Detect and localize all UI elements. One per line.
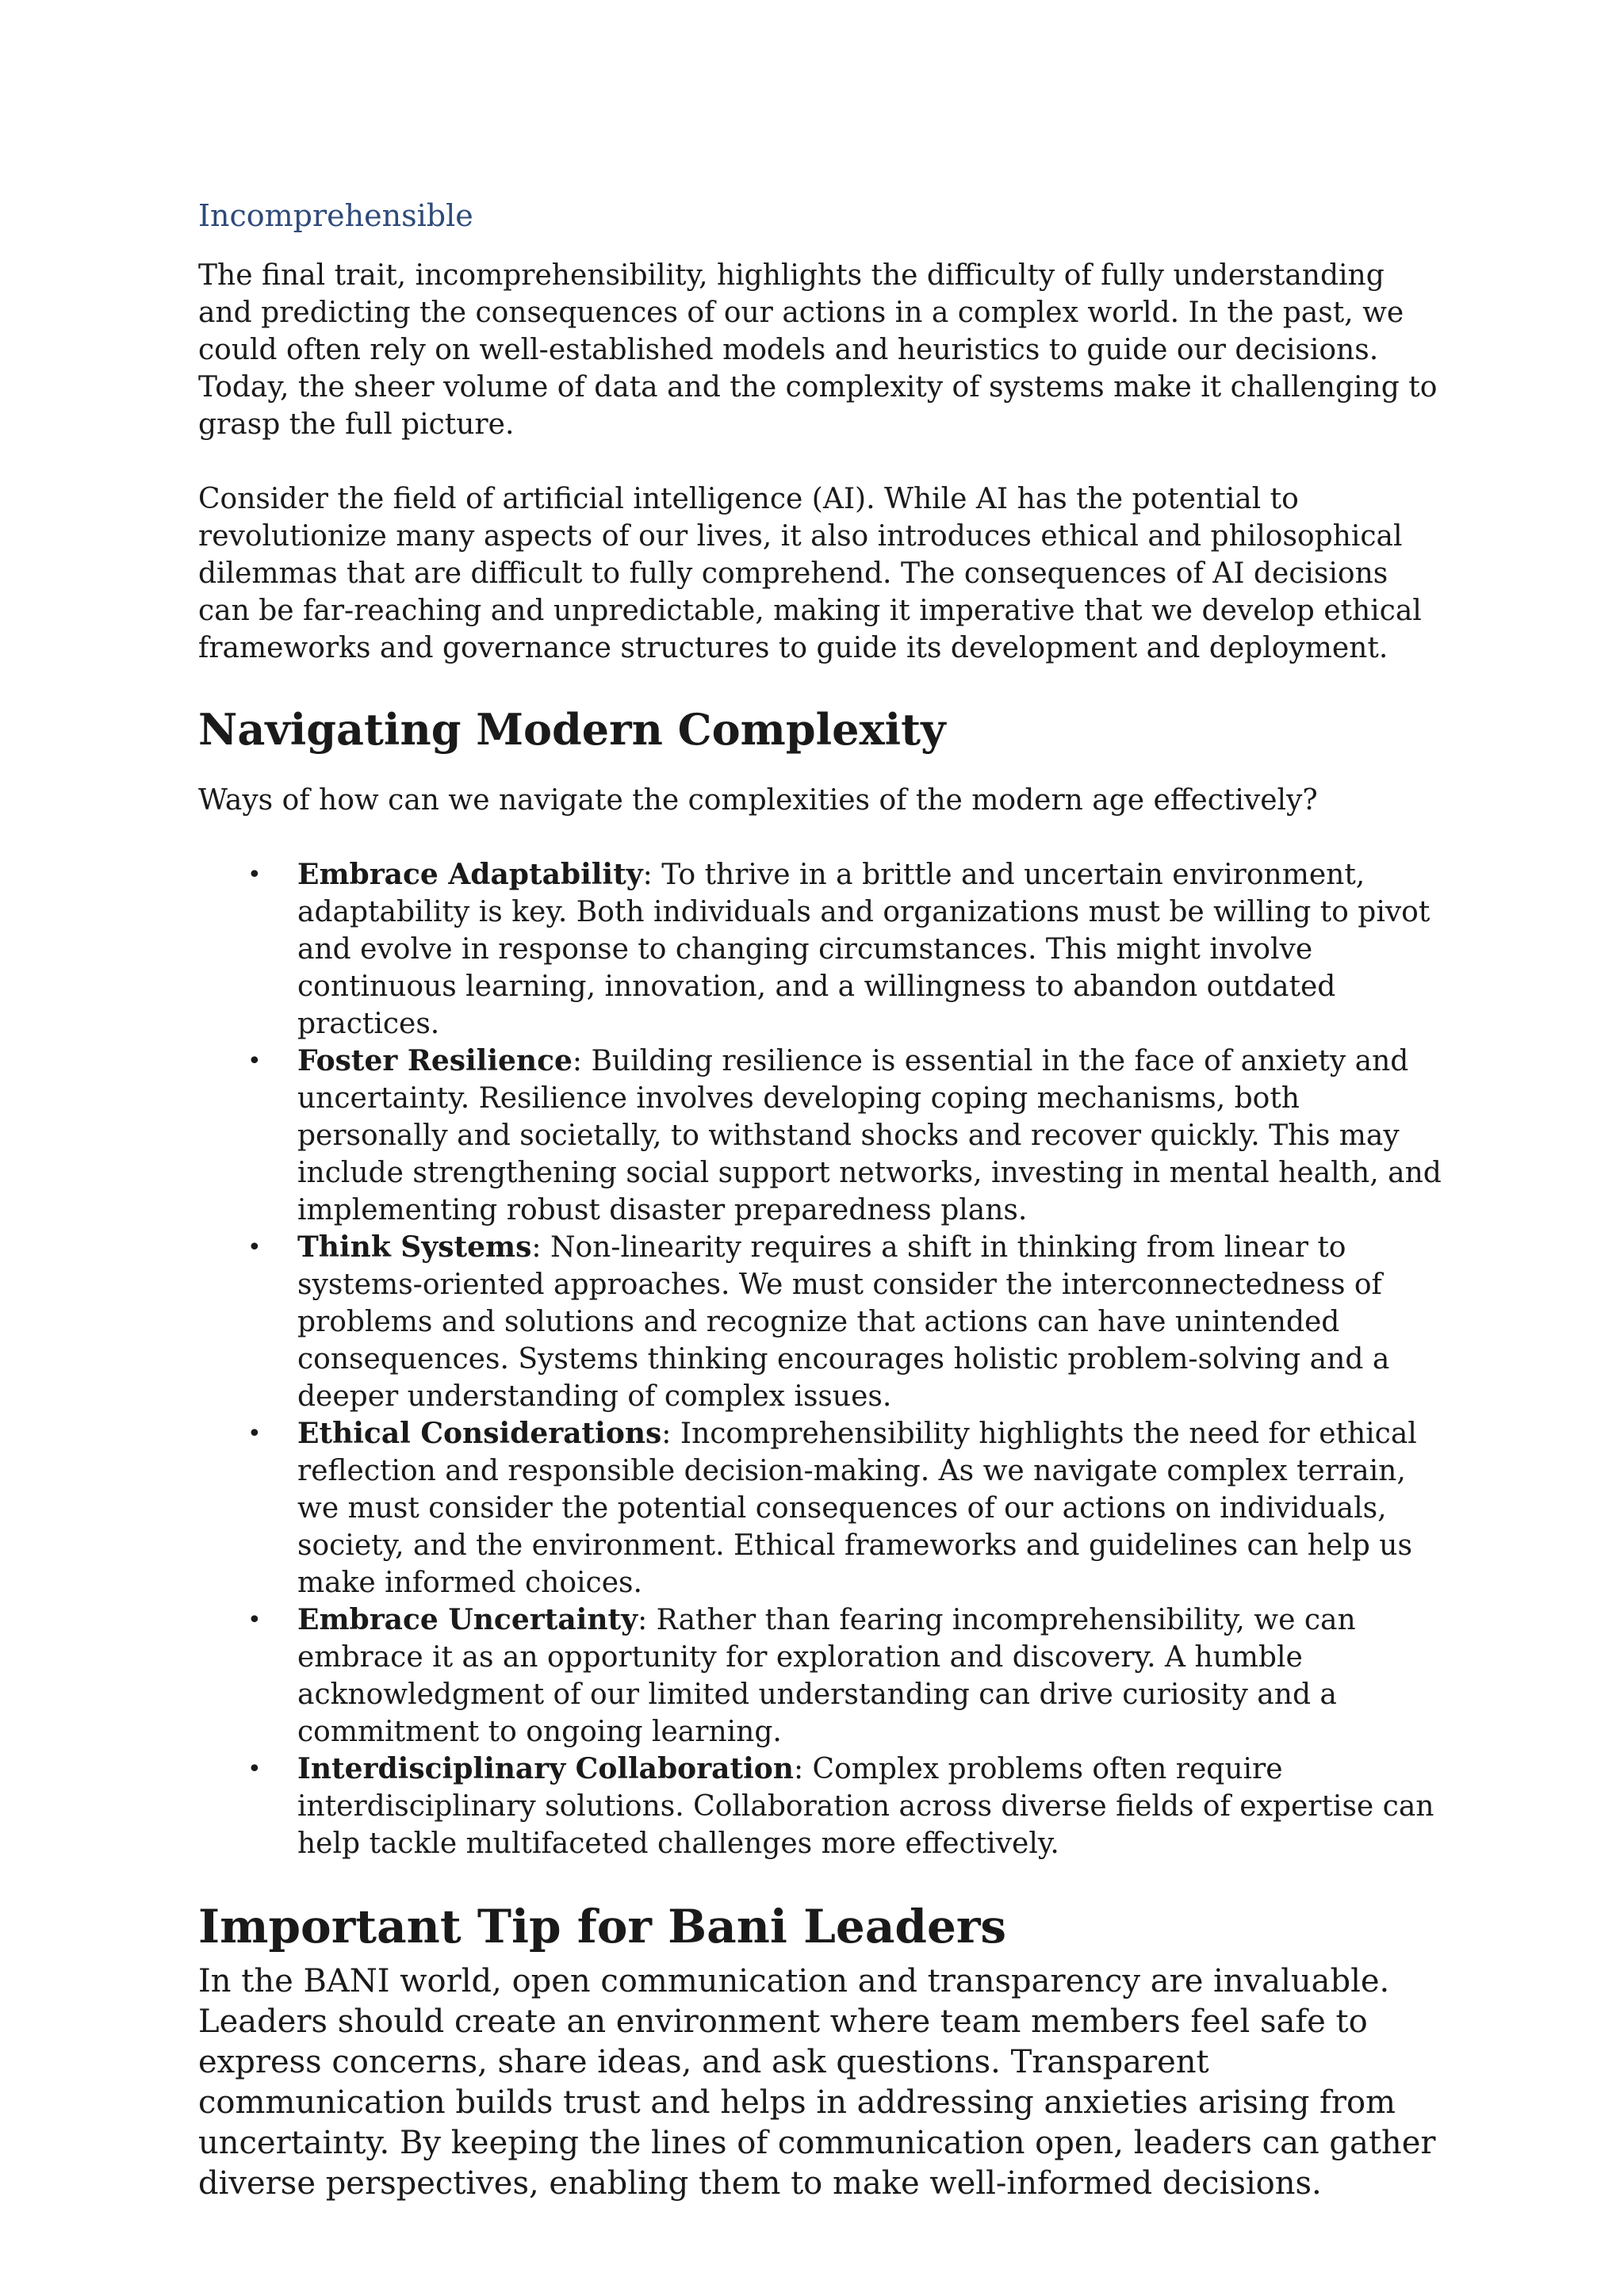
tip-title: Important Tip for Bani Leaders bbox=[198, 1900, 1007, 1954]
list-item bbox=[198, 1601, 1443, 1751]
paragraph-2: Consider the field of artificial intelligence (AI). While AI has the potential to revolutionize many aspects of our lives, it also introduces ethical and philosophical dilemmas that are difficult to fully comprehend. The consequences of AI decisions can be far-reaching and unpredictable, making it imperative that we develop ethical frameworks and governance structures to guide its development and deployment. bbox=[198, 482, 1422, 664]
list-item bbox=[198, 1043, 1443, 1229]
list-item-text: : Building resilience is essential in the face of anxiety and uncertainty. Resilience involves developing coping mechanisms, both personally and societally, to withstand shocks and recover quickly. This may include strengthening social support networks, investing in mental health, and implementing robust disaster preparedness plans. bbox=[297, 1045, 1442, 1227]
list-item-term: Embrace Adaptability bbox=[297, 858, 643, 892]
list-item-text: : To thrive in a brittle and uncertain environment, adaptability is key. Both individuals and organizations must be willing to pivot and evolve in response to changing circumstances. This might involve continuous learning, innovation, and a willingness to abandon outdated practices. bbox=[297, 859, 1431, 1041]
list-item-term: Foster Resilience bbox=[297, 1044, 573, 1078]
subheading-incomprehensible: Incomprehensible bbox=[198, 198, 473, 233]
list-item bbox=[198, 1415, 1443, 1601]
list-item bbox=[198, 856, 1443, 1043]
list-item-text: : Rather than fearing incomprehensibility, we can embrace it as an opportunity for exploration and discovery. A humble acknowledgment of our limited understanding can drive curiosity and a commitment to ongoing learning. bbox=[297, 1604, 1356, 1749]
bullet-icon: • bbox=[247, 1420, 262, 1448]
section-lead: Ways of how can we navigate the complexities of the modern age effectively? bbox=[198, 784, 1318, 817]
bullet-list bbox=[198, 856, 1443, 1862]
list-item bbox=[198, 1229, 1443, 1415]
section-title: Navigating Modern Complexity bbox=[198, 703, 946, 755]
list-item-term: Embrace Uncertainty bbox=[297, 1603, 638, 1637]
tip-paragraph: In the BANI world, open communication and transparency are invaluable. Leaders should create an environment where team members feel safe to express concerns, share ideas, and ask questions. Transparent communication builds trust and helps in addressing anxieties arising from uncertainty. By keeping the lines of communication open, leaders can gather diverse perspectives, enabling them to make well-informed decisions. bbox=[198, 1963, 1436, 2202]
list-item-term: Think Systems bbox=[297, 1230, 532, 1265]
bullet-icon: • bbox=[247, 1234, 262, 1262]
bullet-icon: • bbox=[247, 1047, 262, 1076]
list-item-text: : Non-linearity requires a shift in thinking from linear to systems-oriented approaches. We must consider the interconnectedness of problems and solutions and recognize that actions can have unintended consequences. Systems thinking encourages holistic problem-solving and a deeper understanding of complex issues. bbox=[297, 1231, 1390, 1414]
list-item-text: : Incomprehensibility highlights the need for ethical reflection and responsible decision-making. As we navigate complex terrain, we must consider the potential consequences of our actions on individuals, society, and the environment. Ethical frameworks and guidelines can help us make informed choices. bbox=[297, 1418, 1417, 1600]
bullet-icon: • bbox=[247, 1755, 262, 1784]
list-item bbox=[198, 1751, 1443, 1862]
list-item-text: : Complex problems often require interdisciplinary solutions. Collaboration across diverse fields of expertise can help tackle multifaceted challenges more effectively. bbox=[297, 1753, 1434, 1861]
list-item-term: Ethical Considerations bbox=[297, 1417, 662, 1451]
paragraph-1: The final trait, incomprehensibility, highlights the difficulty of fully understanding and predicting the consequences of our actions in a complex world. In the past, we could often rely on well-established models and heuristics to guide our decisions. Today, the sheer volume of data and the complexity of systems make it challenging to grasp the full picture. bbox=[198, 258, 1438, 441]
document-page bbox=[198, 198, 1443, 2204]
bullet-icon: • bbox=[247, 1606, 262, 1635]
list-item-term: Interdisciplinary Collaboration bbox=[297, 1752, 794, 1786]
bullet-icon: • bbox=[247, 861, 262, 890]
